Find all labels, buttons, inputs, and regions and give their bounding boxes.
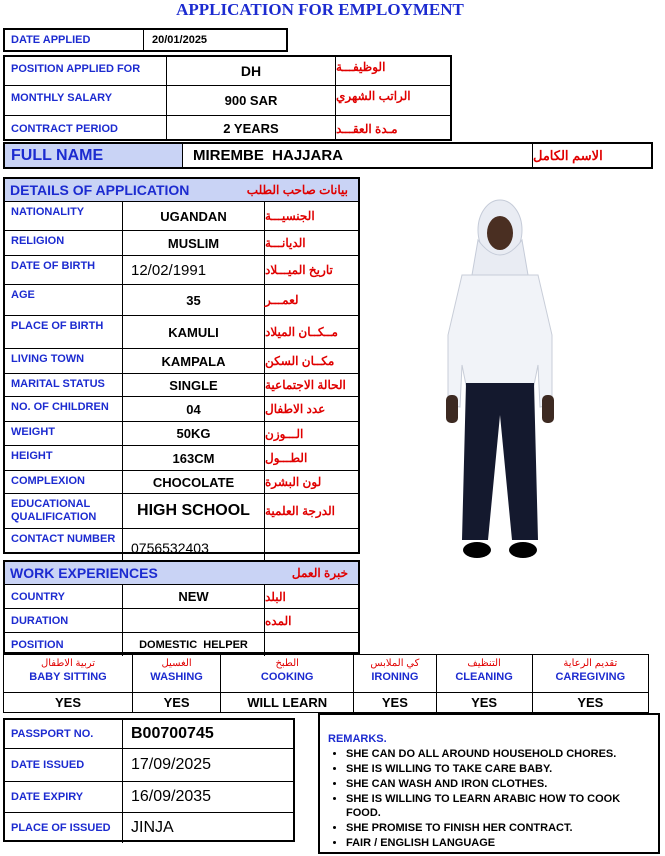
details-row — [5, 231, 358, 256]
skill-cell — [133, 655, 221, 693]
details-label: NATIONALITY — [5, 202, 123, 230]
work-value: NEW — [123, 585, 265, 608]
salary-ar: الراتب الشهري — [336, 89, 411, 103]
remark-item: • SHE CAN DO ALL AROUND HOUSEHOLD CHORES. — [346, 747, 658, 761]
details-label: DATE OF BIRTH — [5, 256, 123, 284]
work-row — [5, 585, 358, 609]
date-applied-value: 20/01/2025 — [152, 34, 208, 46]
remarks-box — [318, 713, 660, 854]
details-row — [5, 256, 358, 285]
details-label: AGE — [5, 285, 123, 315]
skills-value-row — [4, 693, 649, 713]
remark-item: • SHE CAN WASH AND IRON CLOTHES. — [346, 777, 658, 791]
details-value: 04 — [123, 397, 265, 421]
passport-row — [5, 720, 293, 749]
details-label: LIVING TOWN — [5, 349, 123, 373]
work-value: DOMESTIC HELPER — [123, 633, 265, 656]
skill-cell — [4, 655, 133, 693]
details-label: EDUCATIONAL QUALIFICATION — [5, 494, 123, 528]
work-header-label: WORK EXPERIENCES — [10, 565, 158, 581]
details-label: MARITAL STATUS — [5, 374, 123, 396]
details-rows — [5, 202, 358, 567]
remarks-title: REMARKS. — [328, 733, 387, 745]
work-label: COUNTRY — [5, 585, 123, 608]
remark-item: • SHE IS WILLING TO TAKE CARE BABY. — [346, 762, 658, 776]
skill-en: IRONING — [371, 671, 419, 683]
work-table — [3, 560, 360, 654]
details-label: HEIGHT — [5, 446, 123, 470]
details-row — [5, 446, 358, 471]
work-value — [123, 609, 265, 632]
contract-row — [5, 116, 450, 141]
details-value: SINGLE — [123, 374, 265, 396]
details-label: CONTACT NUMBER — [5, 529, 123, 567]
details-header-ar: بيانات صاحب الطلب — [246, 183, 348, 197]
contract-label: CONTRACT PERIOD — [5, 116, 167, 141]
position-ar: الوظيفـــة — [336, 60, 386, 74]
full-name-row — [3, 142, 653, 169]
details-row — [5, 422, 358, 446]
passport-label: DATE EXPIRY — [5, 782, 123, 812]
skill-value: YES — [4, 693, 133, 713]
skill-ar: التنظيف — [467, 658, 501, 669]
details-value: KAMULI — [123, 316, 265, 348]
position-value: DH — [167, 57, 336, 85]
skill-en: WASHING — [150, 671, 203, 683]
page-title: APPLICATION FOR EMPLOYMENT — [176, 0, 464, 19]
details-value: MUSLIM — [123, 231, 265, 255]
passport-rows — [5, 720, 293, 843]
skill-cell — [354, 655, 436, 693]
details-row — [5, 285, 358, 316]
details-ar: مكــان السكن — [265, 354, 335, 368]
details-row — [5, 316, 358, 349]
work-label: POSITION — [5, 633, 123, 656]
skill-ar: الغسيل — [161, 658, 192, 669]
details-label: COMPLEXION — [5, 471, 123, 493]
details-ar: الـــوزن — [265, 426, 304, 441]
salary-value: 900 SAR — [167, 86, 336, 115]
date-applied-row — [3, 28, 288, 52]
remark-item: • SHE PROMISE TO FINISH HER CONTRACT. — [346, 821, 658, 835]
skill-cell — [532, 655, 648, 693]
passport-value: 16/09/2035 — [131, 788, 212, 805]
details-label: WEIGHT — [5, 422, 123, 445]
skill-cell — [436, 655, 532, 693]
contract-value: 2 YEARS — [167, 116, 336, 141]
work-ar — [265, 633, 358, 656]
salary-label: MONTHLY SALARY — [5, 86, 167, 115]
passport-value: 17/09/2025 — [131, 756, 212, 773]
passport-row — [5, 782, 293, 813]
details-value: KAMPALA — [123, 349, 265, 373]
skill-ar: تقديم الرعاية — [563, 658, 618, 669]
work-ar: المده — [265, 613, 292, 628]
skill-value: WILL LEARN — [221, 693, 354, 713]
details-row — [5, 397, 358, 422]
position-table — [3, 55, 452, 141]
passport-row — [5, 749, 293, 782]
skill-ar: تربية الاطفال — [40, 658, 96, 669]
details-value: CHOCOLATE — [123, 471, 265, 493]
details-ar: الديانـــة — [265, 236, 306, 250]
details-value: 50KG — [123, 422, 265, 445]
skill-cell — [221, 655, 354, 693]
skills-table — [3, 654, 649, 713]
applicant-photo — [440, 195, 565, 565]
details-row — [5, 494, 358, 529]
details-ar: الدرجة العلمية — [265, 504, 336, 518]
skill-ar: كي الملابس — [370, 658, 420, 669]
date-applied-label: DATE APPLIED — [5, 30, 144, 50]
full-name-label: FULL NAME — [5, 144, 183, 167]
remark-item: • SHE IS WILLING TO LEARN ARABIC HOW TO COOK FOOD. — [346, 792, 658, 820]
work-row — [5, 609, 358, 633]
full-name-value: MIREMBE HAJJARA — [183, 144, 533, 167]
work-rows — [5, 585, 358, 656]
passport-label: PASSPORT NO. — [5, 720, 123, 748]
skill-value: YES — [354, 693, 436, 713]
details-header-label: DETAILS OF APPLICATION — [10, 182, 190, 198]
skill-en: COOKING — [260, 671, 314, 683]
applicant-photo-image — [440, 195, 565, 565]
details-ar: لعمـــر — [265, 293, 299, 307]
work-label: DURATION — [5, 609, 123, 632]
skill-value: YES — [532, 693, 648, 713]
details-value: 163CM — [123, 446, 265, 470]
skill-en: BABY SITTING — [29, 671, 107, 683]
salary-row — [5, 86, 450, 116]
details-value: 0756532403 — [123, 529, 265, 567]
details-row — [5, 471, 358, 494]
full-name-ar: الاسم الكامل — [533, 147, 603, 163]
skill-value: YES — [133, 693, 221, 713]
details-label: NO. OF CHILDREN — [5, 397, 123, 421]
details-ar: لون البشرة — [265, 475, 322, 489]
passport-value: JINJA — [131, 819, 174, 836]
skill-value: YES — [436, 693, 532, 713]
details-ar: الحالة الاجتماعية — [265, 378, 346, 392]
skill-en: CAREGIVING — [555, 671, 626, 683]
contract-ar: مـدة العقـــد — [336, 121, 398, 136]
passport-label: DATE ISSUED — [5, 749, 123, 781]
details-label: RELIGION — [5, 231, 123, 255]
details-ar: الطـــول — [265, 451, 308, 465]
details-row — [5, 349, 358, 374]
work-row — [5, 633, 358, 656]
skill-ar: الطبخ — [275, 658, 299, 669]
passport-table — [3, 718, 295, 842]
work-header — [5, 562, 358, 585]
passport-value: B00700745 — [131, 725, 214, 742]
details-value: 12/02/1991 — [123, 256, 265, 284]
details-ar: مــكــان الميلاد — [265, 325, 338, 339]
passport-row — [5, 813, 293, 843]
details-ar: الجنسيـــة — [265, 209, 315, 223]
details-row — [5, 202, 358, 231]
position-row — [5, 57, 450, 86]
remarks-list — [328, 747, 658, 850]
details-value: UGANDAN — [123, 202, 265, 230]
details-ar: تاريخ الميـــلاد — [265, 263, 333, 277]
details-ar: عدد الاطفال — [265, 402, 326, 416]
details-row — [5, 374, 358, 397]
work-ar: البلد — [265, 589, 286, 604]
details-value: HIGH SCHOOL — [123, 494, 265, 528]
position-label: POSITION APPLIED FOR — [5, 57, 167, 85]
details-table — [3, 177, 360, 554]
skill-en: CLEANING — [455, 671, 513, 683]
remark-item: • FAIR / ENGLISH LANGUAGE — [346, 836, 658, 850]
details-header — [5, 179, 358, 202]
details-label: PLACE OF BIRTH — [5, 316, 123, 348]
passport-label: PLACE OF ISSUED — [5, 813, 123, 843]
skills-header-row — [4, 655, 649, 693]
details-value: 35 — [123, 285, 265, 315]
work-header-ar: خبرة العمل — [291, 566, 348, 580]
